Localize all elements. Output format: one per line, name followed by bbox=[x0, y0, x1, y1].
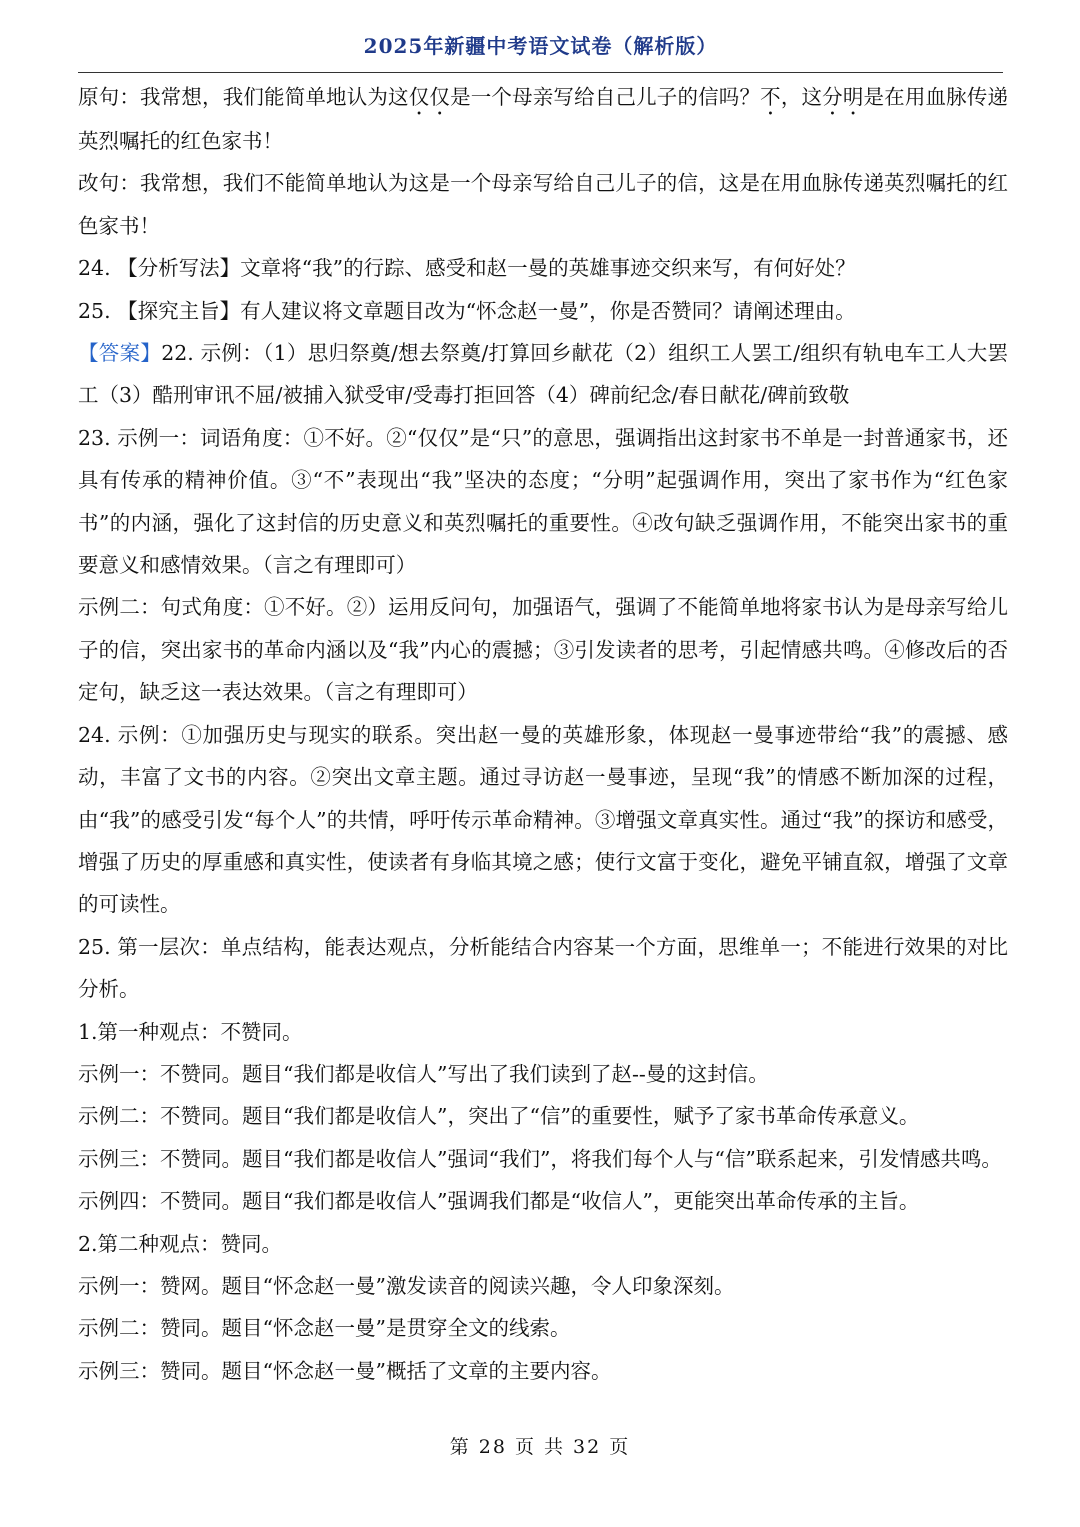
original-text-part: ，这 bbox=[780, 85, 823, 109]
answer-tag: 【答案】 bbox=[78, 341, 162, 366]
view-2-example: 示例一：赞网。题目“怀念赵一曼”激发读音的阅读兴趣，令人印象深刻。 bbox=[78, 1273, 735, 1298]
view-1-example: 示例一：不赞同。题目“我们都是收信人”写出了我们读到了赵--曼的这封信。 bbox=[78, 1061, 769, 1086]
view-1-example: 示例二：不赞同。题目“我们都是收信人”，突出了“信”的重要性，赋予了家书革命传承意义。 bbox=[78, 1104, 920, 1129]
view-1-example: 示例四：不赞同。题目“我们都是收信人”强调我们都是“收信人”，更能突出革命传承的主旨。 bbox=[78, 1189, 920, 1214]
view-1-heading: 1.第一种观点：不赞同。 bbox=[78, 1019, 303, 1044]
answer-23-example-2: 示例二：句式角度：①不好。②）运用反问句，加强语气，强调了不能简单地将家书认为是母亲写给儿子的信，突出家书的革命内涵以及“我”内心的震撼；③引发读者的思考，引起情感共鸣。④修改后的否定句，缺乏这一表达效果。（言之有理即可） bbox=[78, 595, 1008, 705]
emphasis-word: 分明 bbox=[822, 85, 864, 109]
page-content bbox=[78, 76, 1008, 1392]
emphasis-word: 仅仅 bbox=[408, 85, 451, 109]
answer-25-intro: 25. 第一层次：单点结构，能表达观点，分析能结合内容某一个方面，思维单一；不能进行效果的对比分析。 bbox=[78, 934, 1008, 1002]
document-header-title: 2025年新疆中考语文试卷（解析版） bbox=[363, 34, 718, 58]
original-sentence bbox=[78, 76, 1008, 162]
answer-22 bbox=[78, 332, 1008, 417]
emphasis-word: 不 bbox=[760, 85, 781, 109]
view-2-example: 示例二：赞同。题目“怀念赵一曼”是贯穿全文的线索。 bbox=[78, 1316, 571, 1341]
answer-24: 24. 示例：①加强历史与现实的联系。突出赵一曼的英雄形象，体现赵一曼事迹带给“我”的震撼、感动，丰富了文书的内容。②突出文章主题。通过寻访赵一曼事迹，呈现“我”的情感不断加深的过程，由“我”的感受引发“每个人”的共情，呼吁传示革命精神。③增强文章真实性。通过“我”的探访和感受，增强了历史的厚重感和真实性，使读者有身临其境之感；使行文富于变化，避免平铺直叙，增强了文章的可读性。 bbox=[78, 722, 1008, 917]
original-text-part: 是一个母亲写给自己儿子的信吗？ bbox=[450, 85, 761, 109]
revised-sentence: 改句：我常想，我们不能简单地认为这是一个母亲写给自己儿子的信，这是在用血脉传递英烈嘱托的红色家书！ bbox=[78, 171, 1008, 238]
view-2-example: 示例三：赞同。题目“怀念赵一曼”概括了文章的主要内容。 bbox=[78, 1358, 612, 1383]
question-25: 25. 【探究主旨】有人建议将文章题目改为“怀念赵一曼”，你是否赞同？请阐述理由。 bbox=[78, 298, 856, 323]
original-text-part: 原句：我常想，我们能简单地认为这 bbox=[78, 85, 409, 109]
view-1-example: 示例三：不赞同。题目“我们都是收信人”强词“我们”，将我们每个人与“信”联系起来，引发情感共鸣。 bbox=[78, 1146, 1002, 1171]
header-rule bbox=[78, 72, 1003, 73]
view-2-heading: 2.第二种观点：赞同。 bbox=[78, 1231, 283, 1256]
page-number-footer: 第 28 页 共 32 页 bbox=[449, 1436, 631, 1458]
question-24: 24. 【分析写法】文章将“我”的行踪、感受和赵一曼的英雄事迹交织来写，有何好处？ bbox=[78, 256, 856, 281]
original-text-part: 是在用血脉传递英烈嘱托的红色家书！ bbox=[78, 85, 1009, 153]
answer-22-text: 22. 示例：（1）思归祭奠/想去祭奠/打算回乡献花（2）组织工人罢工/组织有轨电车工人大罢工（3）酷刑审讯不屈/被捕入狱受审/受毒打拒回答（4）碑前纪念/春日献花/碑前致敬 bbox=[78, 341, 1009, 408]
answer-23-example-1: 23. 示例一：词语角度：①不好。②“仅仅”是“只”的意思，强调指出这封家书不单是一封普通家书，还具有传承的精神价值。③“不”表现出“我”坚决的态度；“分明”起强调作用，突出了家书作为“红色家书”的内涵，强化了这封信的历史意义和英烈嘱托的重要性。④改句缺乏强调作用，不能突出家书的重要意义和感情效果。（言之有理即可） bbox=[78, 425, 1008, 578]
